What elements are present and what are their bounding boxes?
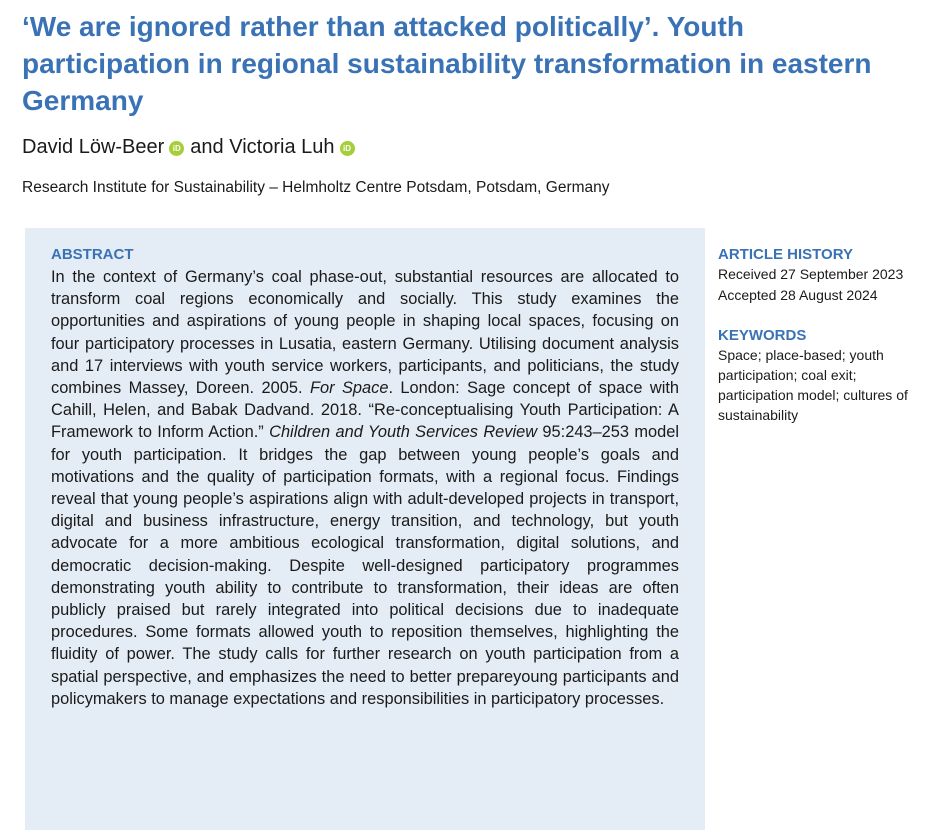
abstract-text bbox=[51, 266, 679, 710]
abstract-citation-journal: Children and Youth Services Review bbox=[269, 423, 538, 442]
orcid-icon[interactable]: iD bbox=[169, 141, 184, 156]
article-history-heading: ARTICLE HISTORY bbox=[718, 246, 854, 263]
author-conjunction: and bbox=[190, 136, 224, 158]
accepted-date: Accepted 28 August 2024 bbox=[718, 287, 878, 303]
affiliation: Research Institute for Sustainability – Helmholtz Centre Potsdam, Potsdam, Germany bbox=[22, 179, 610, 196]
author-name[interactable]: David Löw-Beer bbox=[22, 136, 165, 158]
article-title: ‘We are ignored rather than attacked politically’. Youth participation in regional sustainability transformation in eastern Germany bbox=[22, 11, 872, 116]
author-name[interactable]: Victoria Luh bbox=[229, 136, 335, 158]
abstract-text-part: . London: Sage concept of space with Cahill, Helen, and Babak Dadvand. 2018. “Re-conceptualising Youth Participation: A Framework to Inform Action.” bbox=[51, 379, 680, 442]
abstract-text-part: In the context of Germany’s coal phase-out, substantial resources are allocated to transform coal regions economically and socially. This study examines the opportunities and aspirations of young people in shaping local spaces, focusing on four participatory processes in Lusatia, eastern Germany. Utilising document analysis and 17 interviews with youth service workers, participants, and politicians, the study combines Massey, Doreen. 2005. bbox=[51, 268, 679, 398]
keywords-text: Space; place-based; youth participation; coal exit; participation model; cultures of sustainability bbox=[718, 347, 908, 423]
abstract-heading: ABSTRACT bbox=[51, 246, 134, 263]
abstract-citation-title: For Space bbox=[309, 379, 389, 398]
orcid-icon[interactable]: iD bbox=[340, 141, 355, 156]
keywords-heading: KEYWORDS bbox=[718, 327, 807, 344]
received-date: Received 27 September 2023 bbox=[718, 266, 904, 282]
abstract-text-part: 95:243–253 model for youth participation. It bridges the gap between young people’s goals and motivations and the quality of participation formats, with a regional focus. Findings reveal that young people’s aspirations align with adult-developed projects in transport, digital and business infrastructure, energy transition, and technology, but youth advocate for a more ambitious ecological transformation, digital solutions, and democratic decision-making. Despite well-designed participatory programmes demonstrating youth ability to contribute to transformation, their ideas are often publicly praised but rarely integrated into political decisions due to inadequate procedures. Some formats allowed youth to reposition themselves, highlighting the fluidity of power. The study calls for further research on youth participation from a spatial perspective, and emphasizes the need to better prepareyoung participants and policymakers to manage expectations and responsibilities in participatory processes. bbox=[51, 423, 679, 708]
author-line bbox=[22, 134, 361, 160]
